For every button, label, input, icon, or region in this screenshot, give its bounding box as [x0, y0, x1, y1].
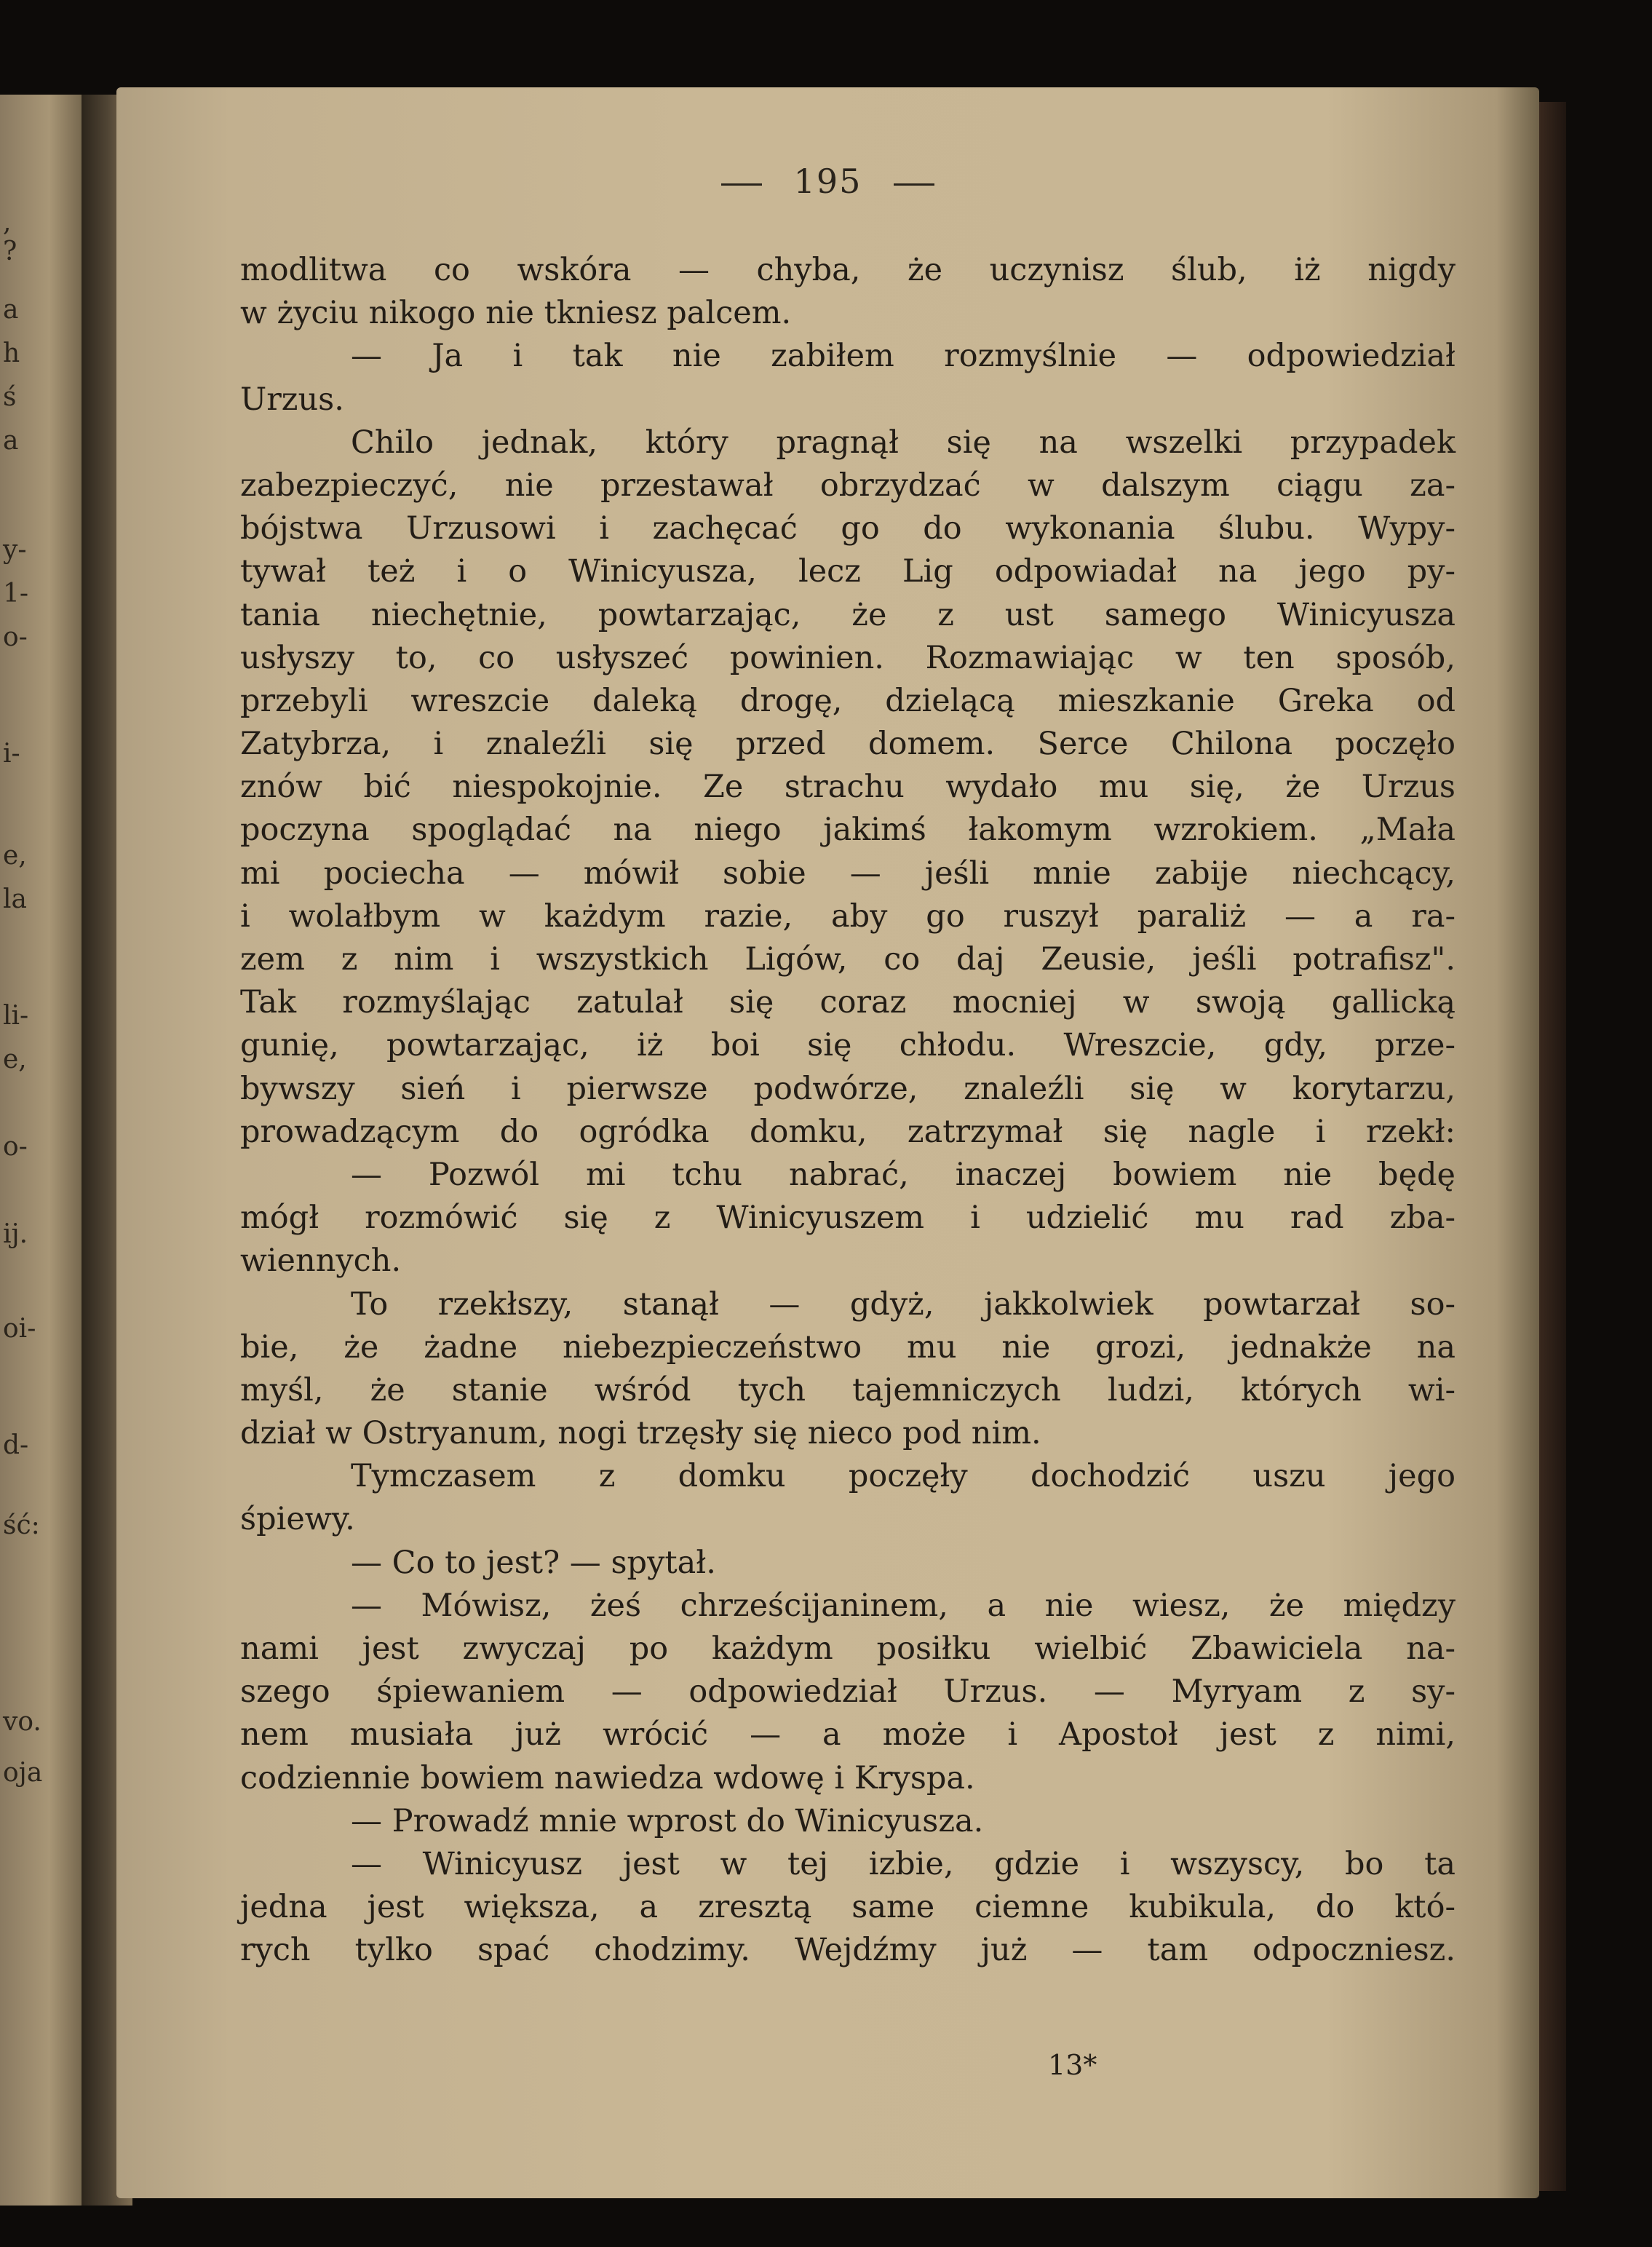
facing-page-text-fragments [0, 95, 82, 2206]
text-line: Zatybrza, i znaleźli się przed domem. Serce Chilona poczęło [240, 726, 1456, 763]
text-line: To rzekłszy, stanął — gdyż, jakkolwiek powtarzał so- [351, 1285, 1456, 1323]
text-line: nem musiała już wrócić — a może i Apostoł jest z nimi, [240, 1716, 1456, 1753]
text-line: bie, że żadne niebezpieczeństwo mu nie grozi, jednakże na [240, 1328, 1456, 1366]
text-line: prowadzącym do ogródka domku, zatrzymał się nagle i rzekł: [240, 1113, 1456, 1150]
facing-page-fragment: a [3, 295, 19, 325]
text-line: codziennie bowiem nawiedza wdowę i Kryspa. [240, 1759, 975, 1796]
text-line: tywał też i o Winicyusza, lecz Lig odpowiadał na jego py- [240, 553, 1456, 590]
text-line: — Pozwól mi tchu nabrać, inaczej bowiem nie będę [351, 1156, 1456, 1193]
facing-page-fragment: ść: [3, 1510, 40, 1540]
facing-page-fragment: d- [3, 1430, 29, 1460]
text-line: — Ja i tak nie zabiłem rozmyślnie — odpowiedział [351, 338, 1456, 375]
facing-page-fragment: i- [3, 739, 20, 769]
text-line: — Winicyusz jest w tej izbie, gdzie i wszyscy, bo ta [351, 1845, 1456, 1882]
facing-page-fragment: vo. [3, 1707, 41, 1737]
signature-mark: 13* [1048, 2049, 1097, 2081]
header-dash-left [721, 183, 762, 186]
text-line: wiennych. [240, 1243, 402, 1280]
text-line: bywszy sień i pierwsze podwórze, znaleźli się w korytarzu, [240, 1070, 1456, 1107]
facing-page-fragment: o- [3, 1132, 28, 1162]
text-line: Tymczasem z domku poczęły dochodzić uszu jego [351, 1458, 1456, 1495]
facing-page-fragment: e, [3, 841, 27, 871]
text-line: — Mówisz, żeś chrześcijaninem, a nie wiesz, że między [351, 1587, 1456, 1624]
text-line: bójstwa Urzusowi i zachęcać go do wykonania ślubu. Wypy- [240, 510, 1456, 547]
text-line: i wolałbym w każdym razie, aby go ruszył paraliż — a ra- [240, 897, 1456, 935]
facing-page-fragment: ś [3, 382, 17, 412]
text-line: przebyli wreszcie daleką drogę, dzielącą mieszkanie Greka od [240, 682, 1456, 719]
book-page [116, 87, 1539, 2198]
text-line: rych tylko spać chodzimy. Wejdźmy już — tam odpoczniesz. [240, 1932, 1456, 1969]
facing-page-fragment: , [3, 207, 12, 237]
text-line: w życiu nikogo nie tkniesz palcem. [240, 295, 792, 332]
text-line: — Co to jest? — spytał. [351, 1544, 716, 1581]
facing-page-edge [0, 95, 109, 2206]
facing-page-fragment: a [3, 426, 19, 456]
text-line: myśl, że stanie wśród tych tajemniczych ludzi, których wi- [240, 1371, 1456, 1408]
text-line: tania niechętnie, powtarzając, że z ust samego Winicyusza [240, 596, 1456, 633]
header-dash-right [894, 183, 934, 186]
book-cover-edge [1537, 102, 1566, 2191]
text-line: mógł rozmówić się z Winicyuszem i udzielić mu rad zba- [240, 1200, 1456, 1237]
facing-page-fragment: ij. [3, 1219, 28, 1249]
text-line: zem z nim i wszystkich Ligów, co daj Zeusie, jeśli potrafisz". [240, 941, 1456, 978]
text-line: — Prowadź mnie wprost do Winicyusza. [351, 1802, 984, 1839]
text-line: gunię, powtarzając, iż boi się chłodu. Wreszcie, gdy, prze- [240, 1027, 1456, 1064]
text-line: szego śpiewaniem — odpowiedział Urzus. — Myryam z sy- [240, 1673, 1456, 1711]
text-line: Chilo jednak, który pragnął się na wszelki przypadek [351, 424, 1456, 461]
text-line: usłyszy to, co usłyszeć powinien. Rozmawiając w ten sposób, [240, 639, 1456, 676]
facing-page-fragment: 1- [3, 579, 29, 609]
facing-page-fragment: oja [3, 1758, 43, 1788]
facing-page-fragment: e, [3, 1045, 27, 1074]
text-line: śpiewy. [240, 1501, 355, 1538]
page-number: 195 [793, 162, 862, 201]
facing-page-fragment: o- [3, 622, 28, 652]
facing-page-fragment: la [3, 884, 27, 914]
text-line: znów bić niespokojnie. Ze strachu wydało mu się, że Urzus [240, 769, 1456, 806]
text-line: Urzus. [240, 381, 344, 418]
text-line: jedna jest większa, a zresztą same ciemne kubikula, do któ- [240, 1889, 1456, 1926]
text-line: poczyna spoglądać na niego jakimś łakomym wzrokiem. „Mała [240, 812, 1456, 849]
text-line: nami jest zwyczaj po każdym posiłku wielbić Zbawiciela na- [240, 1630, 1456, 1667]
facing-page-fragment: y- [3, 535, 27, 565]
facing-page-fragment: oi- [3, 1314, 36, 1344]
page-header [116, 162, 1539, 201]
facing-page-fragment: ? [3, 237, 17, 266]
facing-page-fragment: h [3, 338, 20, 368]
facing-page-fragment: li- [3, 1001, 29, 1031]
text-line: mi pociecha — mówił sobie — jeśli mnie zabije niechcący, [240, 855, 1456, 892]
text-line: modlitwa co wskóra — chyba, że uczynisz ślub, iż nigdy [240, 252, 1456, 288]
text-line: Tak rozmyślając zatulał się coraz mocniej w swoją gallicką [240, 984, 1456, 1021]
text-line: dział w Ostryanum, nogi trzęsły się nieco pod nim. [240, 1415, 1041, 1452]
body-text [240, 249, 1456, 1973]
text-line: zabezpieczyć, nie przestawał obrzydzać w dalszym ciągu za- [240, 467, 1456, 504]
